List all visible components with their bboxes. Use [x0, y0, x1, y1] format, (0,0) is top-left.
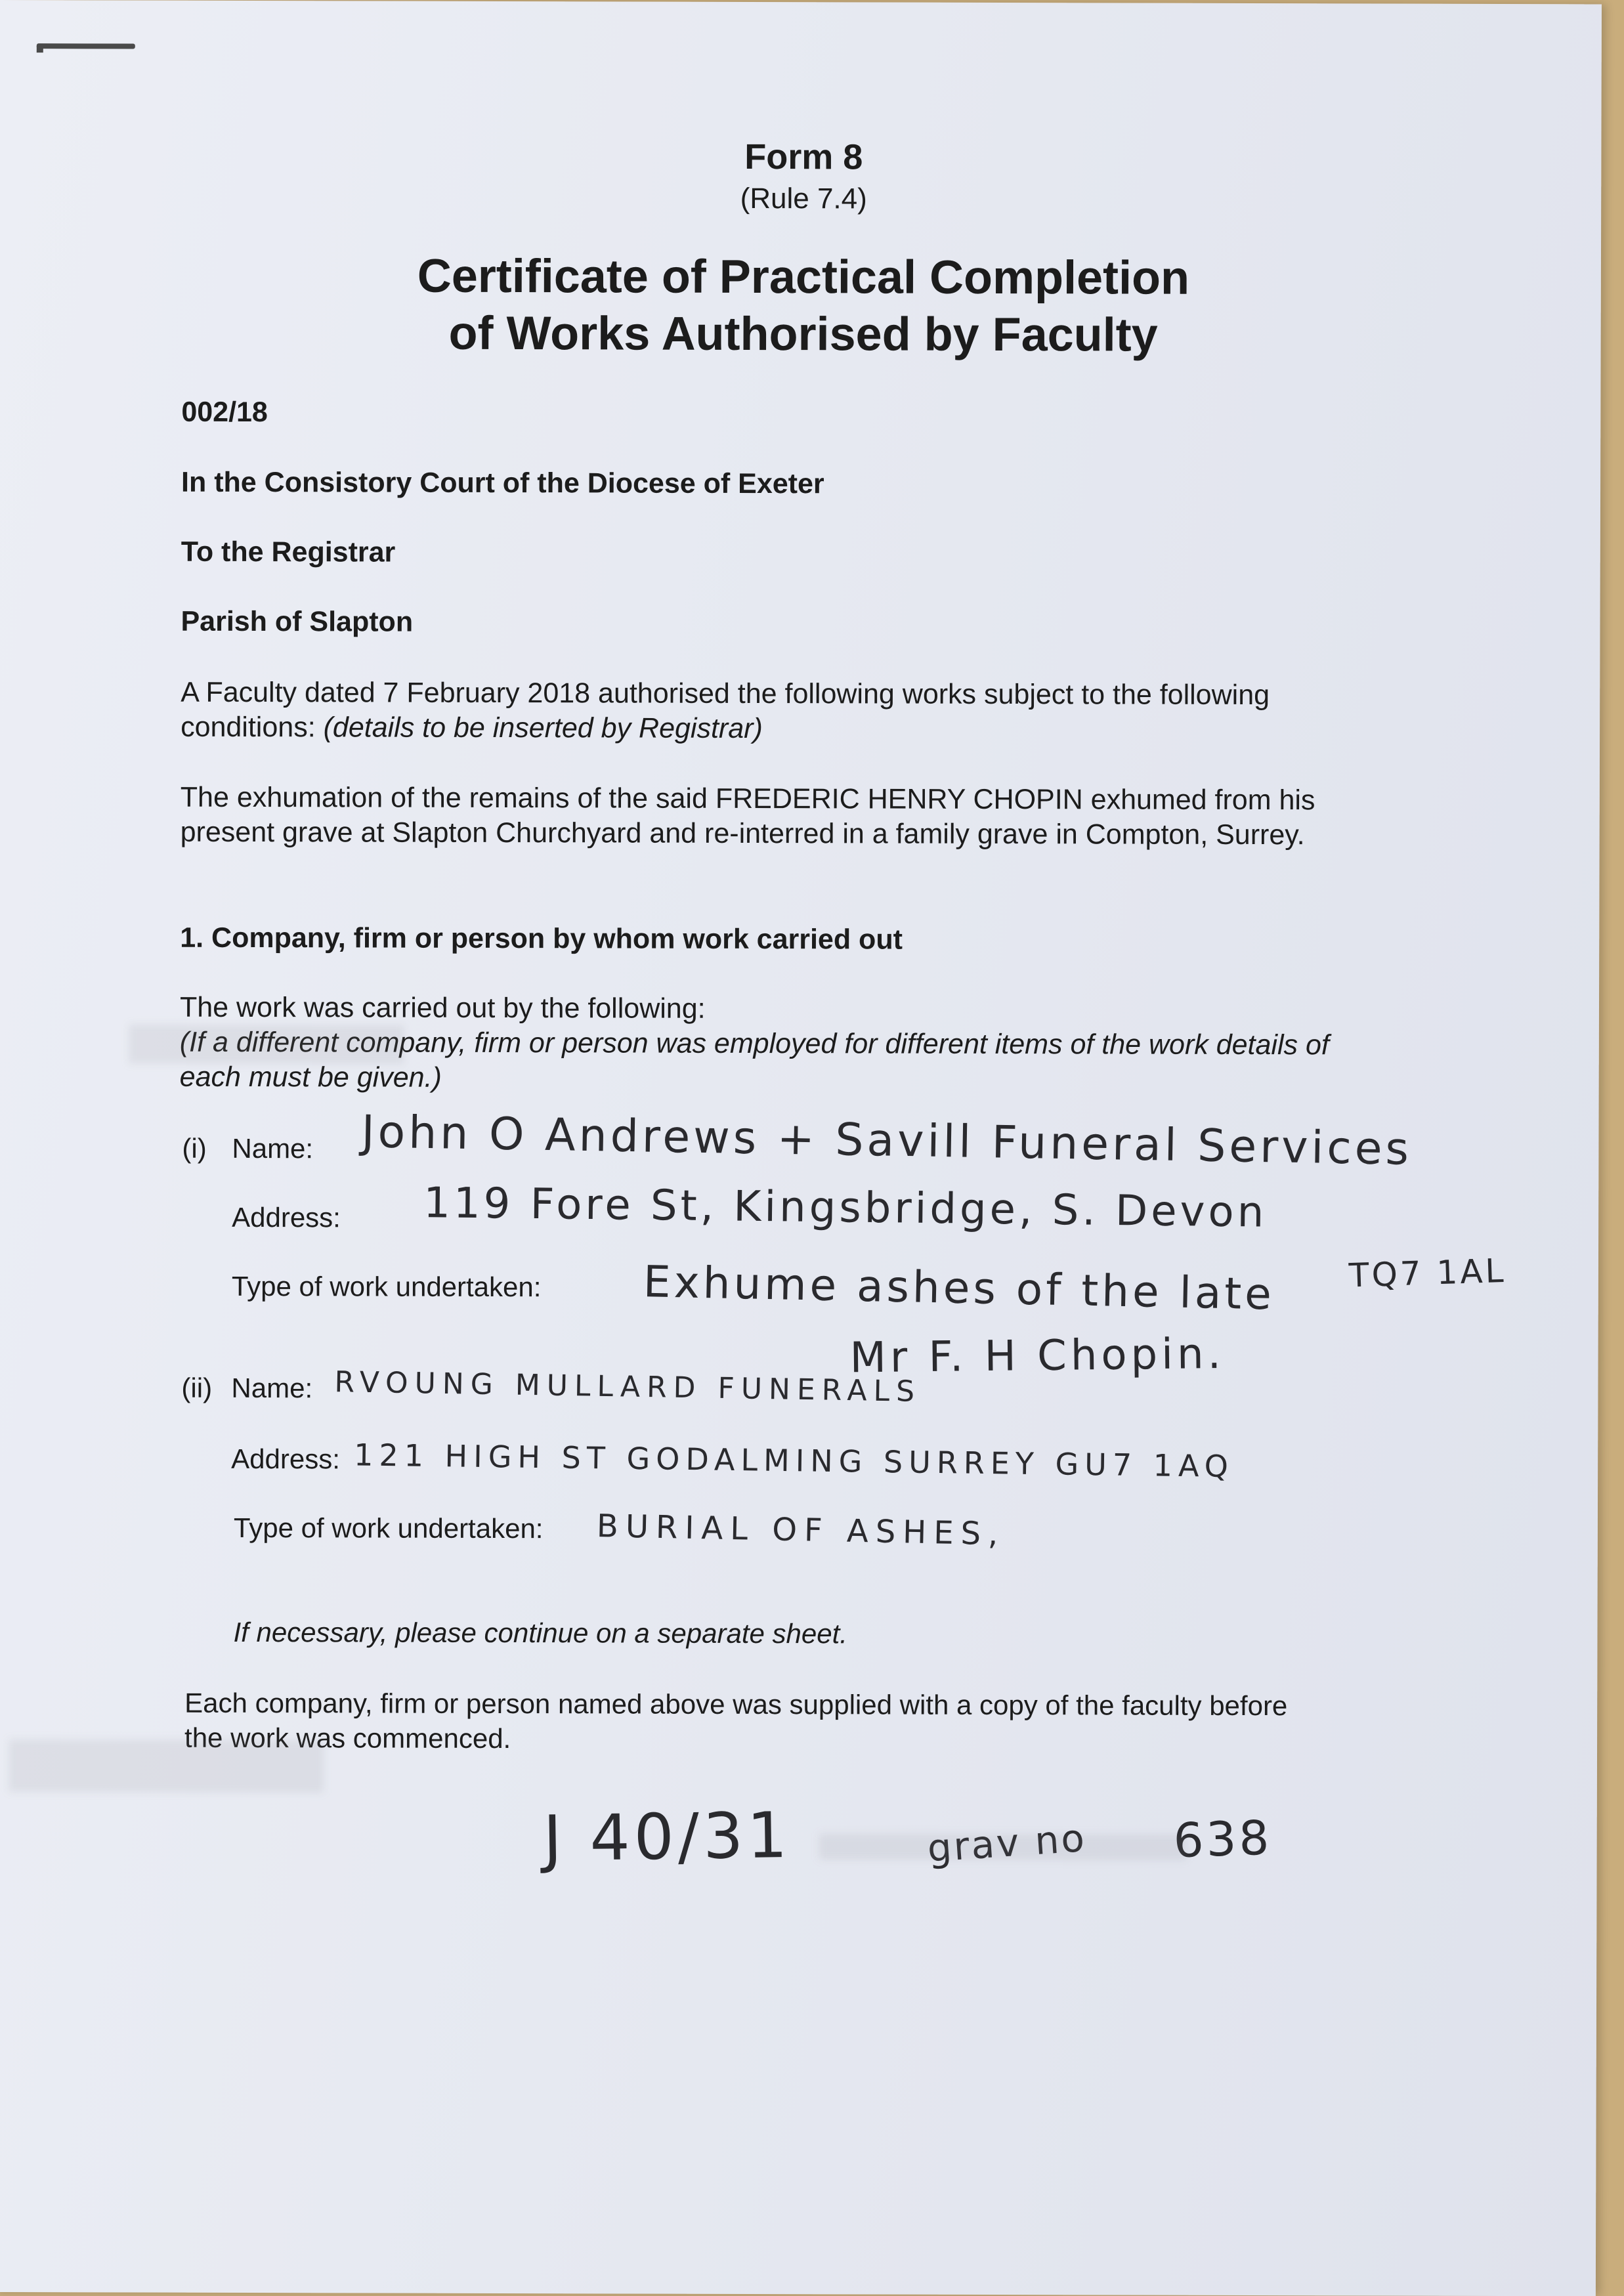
- reference-number: 002/18: [181, 396, 268, 429]
- faint-smudge: [129, 1025, 404, 1065]
- form-title-line1: Certificate of Practical Completion: [417, 249, 1190, 305]
- entry2-index: (ii): [181, 1372, 213, 1403]
- annotation-reference: J 40/31: [542, 1798, 792, 1876]
- court-heading: In the Consistory Court of the Diocese of Exeter: [181, 466, 824, 500]
- works-line2: present grave at Slapton Churchyard and re-interred in a family grave in Compton, Surrey.: [180, 816, 1305, 851]
- entry2-address-value: 121 HIGH ST GODALMING SURREY GU7 1AQ: [353, 1437, 1235, 1484]
- entry2-address-label: Address:: [231, 1443, 340, 1475]
- entry1-postcode-value: TQ7 1AL: [1348, 1251, 1507, 1295]
- staple: [37, 43, 135, 49]
- form-title-line2: of Works Authorised by Faculty: [448, 307, 1158, 362]
- entry1-index: (i): [182, 1132, 207, 1164]
- faculty-conditions-note: (details to be inserted by Registrar): [323, 712, 763, 745]
- annotation-grave-number: 638: [1172, 1810, 1273, 1869]
- entry1-address-label: Address:: [232, 1201, 341, 1233]
- entry1-work-label: Type of work undertaken:: [231, 1270, 542, 1303]
- faculty-conditions-label: conditions:: [181, 711, 316, 744]
- entry1-work-value-line1: Exhume ashes of the late: [643, 1256, 1275, 1320]
- addressee: To the Registrar: [181, 536, 396, 568]
- continue-note: If necessary, please continue on a separate sheet.: [233, 1616, 848, 1649]
- entry1-name-value: John O Andrews + Savill Funeral Services: [360, 1106, 1413, 1176]
- faint-smudge: [819, 1833, 1187, 1860]
- works-line1: The exhumation of the remains of the said FREDERIC HENRY CHOPIN exhumed from his: [180, 781, 1315, 817]
- section1-intro: The work was carried out by the following:: [179, 991, 706, 1025]
- faculty-conditions: [181, 712, 763, 745]
- supplied-line1: Each company, firm or person named above was supplied with a copy of the faculty before: [184, 1687, 1288, 1722]
- faint-smudge: [9, 1739, 324, 1793]
- entry2-name-label: Name:: [231, 1372, 313, 1404]
- entry1-address-value: 119 Fore St, Kingsbridge, S. Devon: [423, 1179, 1268, 1237]
- parish: Parish of Slapton: [181, 605, 414, 638]
- supplied-line2: the work was commenced.: [184, 1722, 511, 1754]
- faculty-intro: A Faculty dated 7 February 2018 authorised the following works subject to the following: [181, 676, 1270, 712]
- entry1-work-value-line2: Mr F. H Chopin.: [849, 1329, 1226, 1383]
- section1-note-line1: (If a different company, firm or person was employed for different items of the work details of: [179, 1026, 1329, 1061]
- form-rule: (Rule 7.4): [740, 182, 867, 215]
- form-number: Form 8: [744, 137, 863, 177]
- entry2-name-value: RVOUNG MULLARD FUNERALS: [334, 1365, 922, 1409]
- section1-heading: 1. Company, firm or person by whom work carried out: [180, 922, 903, 956]
- section1-note-line2: each must be given.): [179, 1061, 442, 1094]
- entry2-work-value: BURIAL OF ASHES,: [596, 1507, 1006, 1553]
- entry2-work-label: Type of work undertaken:: [233, 1512, 544, 1544]
- annotation-grave-label: grav no: [926, 1815, 1088, 1871]
- entry1-name-label: Name:: [232, 1132, 314, 1164]
